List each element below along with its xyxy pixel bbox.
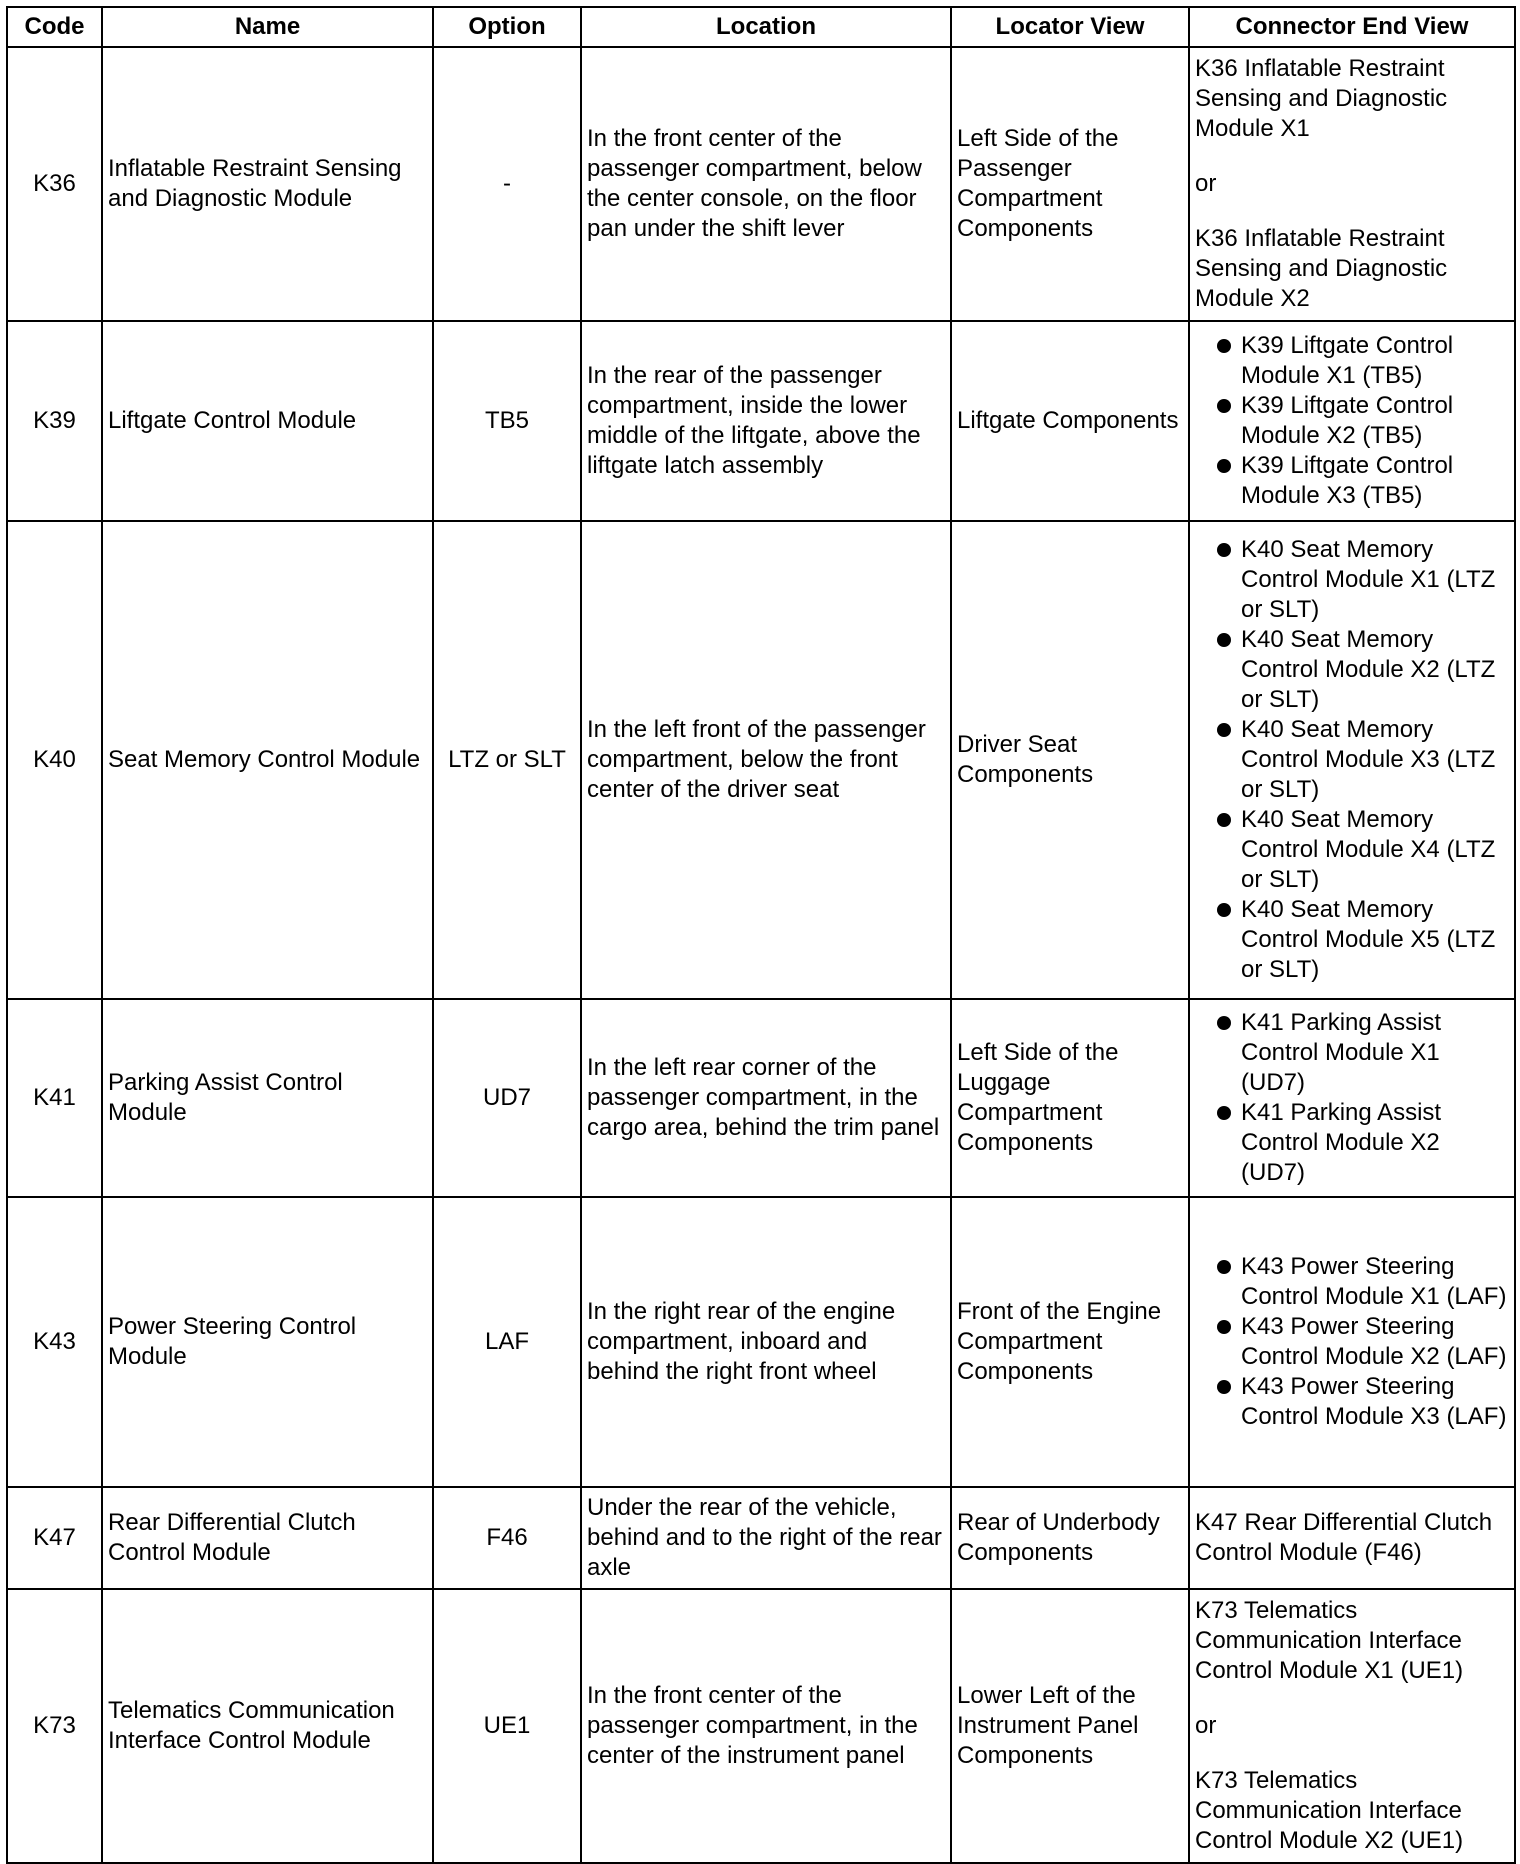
connector-text: K39 Liftgate Control Module X1 (TB5) <box>1241 332 1454 389</box>
table-row <box>7 1487 1515 1589</box>
cell-name: Seat Memory Control Module <box>102 521 433 999</box>
bullet-icon <box>1217 723 1231 737</box>
cell-code: K73 <box>7 1589 102 1863</box>
cell-option: LTZ or SLT <box>433 521 581 999</box>
cell-location: In the rear of the passenger compartment, inside the lower middle of the liftgate, above the liftgate latch assembly <box>581 321 951 521</box>
list-item <box>1195 895 1509 985</box>
list-item <box>1195 1312 1509 1372</box>
cell-connector-end-view <box>1189 1589 1515 1863</box>
connector-text: K43 Power Steering Control Module X2 (LAF) <box>1241 1313 1507 1370</box>
list-item <box>1195 1372 1509 1432</box>
list-item <box>1195 805 1509 895</box>
cell-code: K41 <box>7 999 102 1197</box>
connector-text: K40 Seat Memory Control Module X3 (LTZ or SLT) <box>1241 716 1496 803</box>
list-item <box>1195 1252 1509 1312</box>
connector-list <box>1195 1008 1509 1188</box>
cell-name: Rear Differential Clutch Control Module <box>102 1487 433 1589</box>
cell-connector-end-view <box>1189 47 1515 321</box>
cell-connector-end-view <box>1189 1197 1515 1487</box>
cell-locator-view: Left Side of the Passenger Compartment Components <box>951 47 1189 321</box>
bullet-icon <box>1217 1106 1231 1120</box>
bullet-icon <box>1217 1380 1231 1394</box>
cell-connector-end-view <box>1189 321 1515 521</box>
cell-location: In the left rear corner of the passenger compartment, in the cargo area, behind the trim panel <box>581 999 951 1197</box>
cell-location: In the front center of the passenger compartment, in the center of the instrument panel <box>581 1589 951 1863</box>
connector-text: K41 Parking Assist Control Module X1 (UD7) <box>1241 1009 1442 1096</box>
connector-text: K36 Inflatable Restraint Sensing and Diagnostic Module X2 <box>1195 225 1448 312</box>
cell-code: K47 <box>7 1487 102 1589</box>
cell-locator-view: Front of the Engine Compartment Components <box>951 1197 1189 1487</box>
connector-list <box>1195 535 1509 985</box>
table-row <box>7 321 1515 521</box>
connector-text: K43 Power Steering Control Module X3 (LAF) <box>1241 1373 1507 1430</box>
cell-location: In the front center of the passenger compartment, below the center console, on the floor pan under the shift lever <box>581 47 951 321</box>
connector-or: or <box>1195 170 1217 197</box>
bullet-icon <box>1217 399 1231 413</box>
header-locator-view: Locator View <box>951 7 1189 47</box>
cell-location: Under the rear of the vehicle, behind and to the right of the rear axle <box>581 1487 951 1589</box>
component-locator-table <box>6 6 1516 1864</box>
list-item <box>1195 451 1509 511</box>
connector-text: K36 Inflatable Restraint Sensing and Diagnostic Module X1 <box>1195 55 1448 142</box>
list-item <box>1195 535 1509 625</box>
cell-locator-view: Rear of Underbody Components <box>951 1487 1189 1589</box>
bullet-icon <box>1217 903 1231 917</box>
cell-name: Telematics Communication Interface Control Module <box>102 1589 433 1863</box>
header-connector-end-view: Connector End View <box>1189 7 1515 47</box>
list-item <box>1195 1098 1509 1188</box>
bullet-icon <box>1217 633 1231 647</box>
cell-location: In the right rear of the engine compartment, inboard and behind the right front wheel <box>581 1197 951 1487</box>
table-row <box>7 1197 1515 1487</box>
cell-connector-end-view: K47 Rear Differential Clutch Control Module (F46) <box>1189 1487 1515 1589</box>
cell-code: K43 <box>7 1197 102 1487</box>
list-item <box>1195 331 1509 391</box>
cell-name: Parking Assist Control Module <box>102 999 433 1197</box>
bullet-icon <box>1217 543 1231 557</box>
connector-or: or <box>1195 1712 1217 1739</box>
table-row <box>7 1589 1515 1863</box>
connector-text: K73 Telematics Communication Interface Control Module X1 (UE1) <box>1195 1597 1464 1684</box>
cell-locator-view: Lower Left of the Instrument Panel Components <box>951 1589 1189 1863</box>
header-name: Name <box>102 7 433 47</box>
bullet-icon <box>1217 1320 1231 1334</box>
list-item <box>1195 625 1509 715</box>
cell-connector-end-view <box>1189 999 1515 1197</box>
cell-option: UE1 <box>433 1589 581 1863</box>
table-row <box>7 999 1515 1197</box>
bullet-icon <box>1217 813 1231 827</box>
connector-text: K40 Seat Memory Control Module X2 (LTZ or SLT) <box>1241 626 1496 713</box>
table-row <box>7 521 1515 999</box>
cell-code: K39 <box>7 321 102 521</box>
connector-text: K39 Liftgate Control Module X3 (TB5) <box>1241 452 1454 509</box>
connector-list <box>1195 331 1509 511</box>
connector-text: K40 Seat Memory Control Module X4 (LTZ or SLT) <box>1241 806 1496 893</box>
cell-locator-view: Left Side of the Luggage Compartment Components <box>951 999 1189 1197</box>
connector-list <box>1195 1252 1509 1432</box>
table-row <box>7 47 1515 321</box>
list-item <box>1195 391 1509 451</box>
connector-text: K43 Power Steering Control Module X1 (LAF) <box>1241 1253 1507 1310</box>
bullet-icon <box>1217 339 1231 353</box>
header-code: Code <box>7 7 102 47</box>
list-item <box>1195 1008 1509 1098</box>
cell-option: F46 <box>433 1487 581 1589</box>
cell-option: UD7 <box>433 999 581 1197</box>
connector-text: K39 Liftgate Control Module X2 (TB5) <box>1241 392 1454 449</box>
cell-connector-end-view <box>1189 521 1515 999</box>
bullet-icon <box>1217 459 1231 473</box>
component-locator-table-wrap <box>6 6 1514 1864</box>
cell-locator-view: Driver Seat Components <box>951 521 1189 999</box>
connector-text: K40 Seat Memory Control Module X5 (LTZ or SLT) <box>1241 896 1496 983</box>
bullet-icon <box>1217 1016 1231 1030</box>
cell-code: K36 <box>7 47 102 321</box>
cell-option: LAF <box>433 1197 581 1487</box>
header-row <box>7 7 1515 47</box>
cell-name: Inflatable Restraint Sensing and Diagnostic Module <box>102 47 433 321</box>
connector-text: K40 Seat Memory Control Module X1 (LTZ or SLT) <box>1241 536 1496 623</box>
cell-locator-view: Liftgate Components <box>951 321 1189 521</box>
connector-text: K73 Telematics Communication Interface Control Module X2 (UE1) <box>1195 1767 1464 1854</box>
cell-name: Liftgate Control Module <box>102 321 433 521</box>
header-option: Option <box>433 7 581 47</box>
cell-name: Power Steering Control Module <box>102 1197 433 1487</box>
list-item <box>1195 715 1509 805</box>
cell-option: TB5 <box>433 321 581 521</box>
bullet-icon <box>1217 1260 1231 1274</box>
cell-code: K40 <box>7 521 102 999</box>
cell-location: In the left front of the passenger compartment, below the front center of the driver seat <box>581 521 951 999</box>
cell-option: - <box>433 47 581 321</box>
header-location: Location <box>581 7 951 47</box>
connector-text: K41 Parking Assist Control Module X2 (UD7) <box>1241 1099 1442 1186</box>
